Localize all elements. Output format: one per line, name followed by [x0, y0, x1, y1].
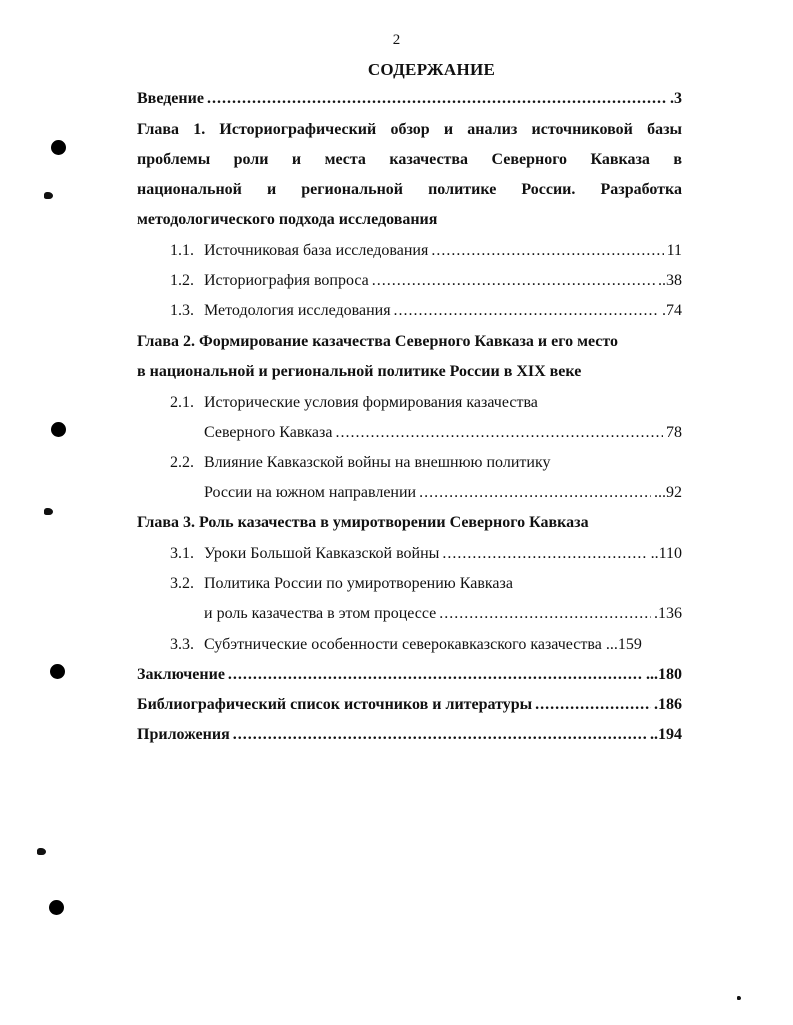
scan-speck-2	[44, 508, 53, 515]
toc-label: Библиографический список источников и литературы	[137, 696, 533, 713]
section-number: 2.2.	[170, 454, 194, 471]
punch-hole-4	[49, 900, 64, 915]
scan-speck-4	[737, 996, 741, 1000]
chapter1-line-2: проблемы роли и места казачества Северного Кавказа в	[137, 151, 682, 168]
toc-entry-conclusion	[137, 666, 682, 684]
toc-page: .136	[654, 605, 682, 622]
toc-entry-2-2-line-2	[204, 484, 682, 502]
section-number: 3.3.	[170, 636, 194, 653]
dot-leader	[535, 696, 651, 714]
toc-page: ..110	[650, 545, 682, 562]
toc-page: ..38	[658, 272, 682, 289]
punch-hole-3	[50, 664, 65, 679]
section-number: 2.1.	[170, 394, 194, 411]
toc-label: Уроки Большой Кавказской войны	[204, 545, 440, 562]
toc-page: ..194	[650, 726, 682, 743]
chapter2-line-1: Глава 2. Формирование казачества Северного Кавказа и его место	[137, 333, 619, 350]
toc-entry-2-2-line-1	[170, 454, 551, 472]
section-number: 1.1.	[170, 242, 194, 259]
toc-entry-bibliography	[137, 696, 682, 714]
toc-entry-intro	[137, 90, 682, 108]
toc-label: Заключение	[137, 666, 225, 683]
toc-page: 78	[666, 424, 682, 441]
toc-label: и роль казачества в этом процессе	[204, 605, 437, 622]
toc-label: Историография вопроса	[204, 272, 369, 289]
chapter1-line-4: методологического подхода исследования	[137, 211, 438, 228]
toc-label: Субэтнические особенности северокавказского казачества ...159	[204, 636, 642, 653]
dot-leader	[431, 242, 663, 260]
toc-entry-3-2-line-1	[170, 575, 513, 593]
toc-label: Методология исследования	[204, 302, 391, 319]
section-number: 1.3.	[170, 302, 194, 319]
toc-entry-2-1-line-1	[170, 394, 538, 412]
dot-leader	[228, 666, 643, 684]
toc-entry-3-2-line-2	[204, 605, 682, 623]
toc-entry-3-3	[170, 636, 642, 654]
chapter2-line-2: в национальной и региональной политике России в XIX веке	[137, 363, 582, 380]
page-number: 2	[392, 32, 401, 48]
toc-page: 11	[666, 242, 682, 259]
dot-leader	[394, 302, 659, 320]
toc-page: .3	[670, 90, 682, 107]
dot-leader	[442, 545, 647, 563]
chapter3-title: Глава 3. Роль казачества в умиротворении Северного Кавказа	[137, 514, 589, 531]
scan-speck-1	[44, 192, 53, 199]
toc-label: Политика России по умиротворению Кавказа	[204, 575, 513, 592]
dot-leader	[372, 272, 655, 290]
section-number: 3.2.	[170, 575, 194, 592]
toc-label: Влияние Кавказской войны на внешнюю политику	[204, 454, 551, 471]
toc-label: Источниковая база исследования	[204, 242, 429, 259]
toc-entry-1-2	[170, 272, 682, 290]
punch-hole-1	[51, 140, 66, 155]
toc-label: Исторические условия формирования казачества	[204, 394, 538, 411]
dot-leader	[439, 605, 651, 623]
dot-leader	[335, 424, 663, 442]
toc-entry-1-3	[170, 302, 682, 320]
toc-page: .186	[654, 696, 682, 713]
toc-label: Северного Кавказа	[204, 424, 333, 441]
chapter1-line-3: национальной и региональной политике России. Разработка	[137, 181, 682, 198]
toc-label: России на южном направлении	[204, 484, 417, 501]
toc-page: ...180	[646, 666, 682, 683]
toc-entry-2-1-line-2	[204, 424, 682, 442]
toc-entry-1-1	[170, 242, 682, 260]
toc-title: СОДЕРЖАНИЕ	[367, 60, 496, 79]
dot-leader	[207, 90, 667, 108]
scan-speck-3	[37, 848, 46, 855]
toc-page: ...92	[654, 484, 682, 501]
section-number: 1.2.	[170, 272, 194, 289]
chapter1-line-1: Глава 1. Историографический обзор и анализ источниковой базы	[137, 121, 682, 138]
punch-hole-2	[51, 422, 66, 437]
section-number: 3.1.	[170, 545, 194, 562]
dot-leader	[233, 726, 647, 744]
dot-leader	[419, 484, 651, 502]
toc-page: .74	[662, 302, 682, 319]
toc-label: Введение	[137, 90, 204, 107]
toc-label: Приложения	[137, 726, 230, 743]
toc-entry-3-1	[170, 545, 682, 563]
toc-entry-appendices	[137, 726, 682, 744]
